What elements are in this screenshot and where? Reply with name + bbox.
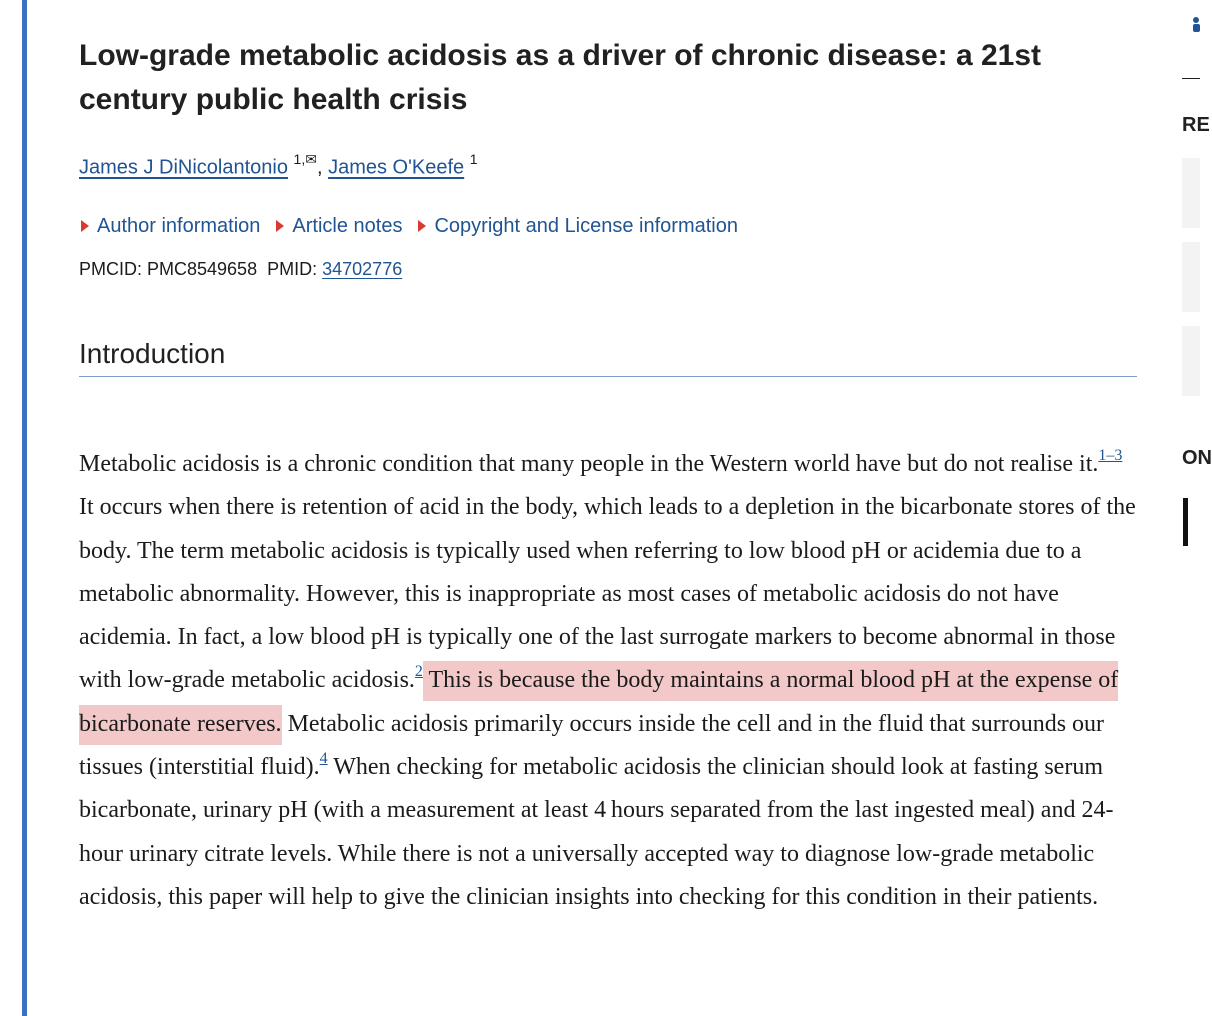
sidebar-heading-fragment-2: ON: [1182, 447, 1212, 469]
author-affiliation-sup: 1,✉: [293, 151, 317, 167]
citation-link-2[interactable]: 2: [414, 663, 423, 681]
triangle-right-icon: [418, 220, 426, 232]
pmid-label: PMID:: [267, 259, 318, 279]
paragraph-text: It occurs when there is retention of acid in the body, which leads to a depletion in the bicarbonate stores of the body. The term metabolic acidosis is typically used when referring to low blood pH or acidemia due to a metabolic abnormality. However, this is inappropriate as most cases of metabolic acidosis do not have acidemia. In fact, a low blood pH is typically one of the last surrogate markers to become abnormal in those with low-grade metabolic acidosis.: [79, 494, 1136, 694]
highlighted-text: This is because the body maintains a normal blood pH at the expense of bicarbonate reserves.: [79, 661, 1118, 744]
citation-sup: [320, 750, 328, 767]
author-information-label: Author information: [97, 215, 261, 237]
author-link-dinicolantonio[interactable]: James J DiNicolantonio: [79, 156, 288, 179]
copyright-license-toggle[interactable]: [416, 212, 738, 240]
paragraph-text: Metabolic acidosis primarily occurs inside the cell and in the fluid that surrounds our tissues (interstitial fluid).: [79, 710, 1105, 781]
section-heading-introduction: Introduction: [79, 336, 1137, 377]
author-affiliation-sup: 1: [469, 151, 478, 167]
citation-sup: [1098, 447, 1122, 464]
sidebar-button-3[interactable]: [1182, 326, 1200, 396]
author-separator: ,: [316, 156, 329, 179]
paragraph-text: When checking for metabolic acidosis the clinician should look at fasting serum bicarbonate, urinary pH (with a measurement at least 4 hours separated from the last ingested meal) and 24-hour urinary citrate levels. While there is not a universally accepted way to diagnose low-grade metabolic acidosis, this paper will help to give the clinician insights into checking for this condition in their patients.: [79, 754, 1114, 910]
sidebar-button-1[interactable]: [1182, 158, 1200, 228]
citation-sup: [415, 663, 423, 680]
author-information-toggle[interactable]: [79, 212, 260, 240]
article-notes-label: Article notes: [292, 215, 403, 237]
left-accent-bar: [22, 0, 27, 1016]
sidebar-divider: [1182, 78, 1200, 79]
sidebar-active-tab-indicator[interactable]: [1183, 498, 1188, 546]
article-identifiers: [79, 256, 402, 282]
introduction-paragraph: [79, 443, 1139, 919]
author-link-okeefe[interactable]: James O'Keefe: [328, 156, 465, 179]
triangle-right-icon: [81, 220, 89, 232]
article-info-links: [79, 212, 738, 240]
article-title: Low-grade metabolic acidosis as a driver of chronic disease: a 21st century public health crisis: [79, 39, 1042, 116]
pmcid: PMCID: PMC8549658: [79, 259, 258, 279]
article-notes-toggle[interactable]: [274, 212, 402, 240]
copyright-license-label: Copyright and License information: [434, 215, 738, 237]
sidebar-heading-fragment-1: RE: [1182, 114, 1210, 136]
sidebar-button-2[interactable]: [1182, 242, 1200, 312]
sidebar-top-icon[interactable]: [1186, 14, 1200, 34]
paragraph-text: Metabolic acidosis is a chronic condition that many people in the Western world have but do not realise it.: [79, 451, 1099, 477]
triangle-right-icon: [276, 220, 284, 232]
author-list: [79, 147, 478, 182]
pmid-link[interactable]: 34702776: [322, 259, 403, 279]
citation-link-1-3[interactable]: 1–3: [1098, 447, 1123, 464]
citation-link-4[interactable]: 4: [319, 750, 328, 768]
